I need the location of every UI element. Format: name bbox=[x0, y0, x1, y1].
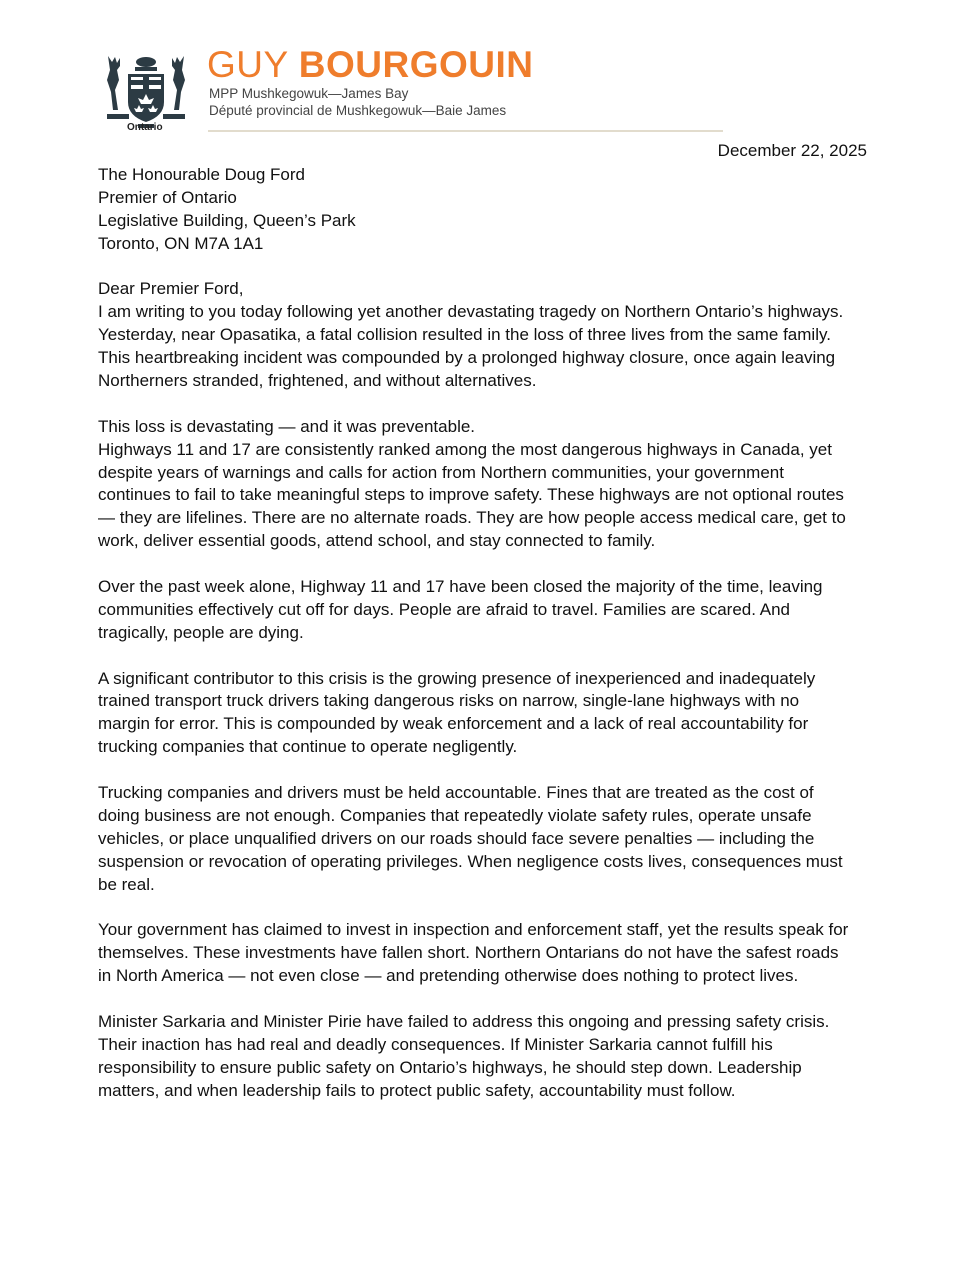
text-line: Their inaction has had real and deadly consequences. If Minister Sarkaria cannot fulfill his bbox=[98, 1034, 773, 1054]
recipient-address bbox=[98, 164, 848, 256]
letter-body bbox=[98, 164, 848, 1103]
text-line: trained transport truck drivers taking dangerous risks on narrow, single-lane highways with no bbox=[98, 691, 800, 711]
text-line: Your government has claimed to invest in inspection and enforcement staff, yet the results speak for bbox=[98, 920, 849, 940]
paragraph bbox=[98, 1011, 848, 1103]
text-line: Toronto, ON M7A 1A1 bbox=[98, 233, 264, 253]
text-line: in North America — not even close — and pretending otherwise does nothing to protect lives. bbox=[98, 966, 799, 986]
paragraph bbox=[98, 782, 848, 896]
text-line: A significant contributor to this crisis is the growing presence of inexperienced and inadequately bbox=[98, 668, 816, 688]
paragraph bbox=[98, 301, 848, 393]
text-line: — they are lifelines. There are no alternate roads. They are how people access medical care, get to bbox=[98, 508, 846, 528]
text-line: Highways 11 and 17 are consistently ranked among the most dangerous highways in Canada, yet bbox=[98, 439, 832, 459]
last-name: BOURGOUIN bbox=[298, 44, 534, 85]
text-line: This heartbreaking incident was compounded by a prolonged highway closure, once again leaving bbox=[98, 348, 836, 368]
letter-date: December 22, 2025 bbox=[717, 141, 867, 160]
text-line: Over the past week alone, Highway 11 and 17 have been closed the majority of the time, leaving bbox=[98, 577, 823, 597]
paragraph bbox=[98, 668, 848, 760]
text-line: Dear Premier Ford, bbox=[98, 279, 244, 299]
text-line: I am writing to you today following yet another devastating tragedy on Northern Ontario’s highways. bbox=[98, 302, 844, 322]
text-line: Northerners stranded, frightened, and without alternatives. bbox=[98, 371, 537, 391]
paragraph bbox=[98, 278, 848, 301]
text-line: tragically, people are dying. bbox=[98, 622, 304, 642]
paragraph bbox=[98, 576, 848, 645]
text-line: matters, and when leadership fails to protect public safety, accountability must follow. bbox=[98, 1080, 736, 1100]
text-line: work, deliver essential goods, attend school, and stay connected to family. bbox=[98, 531, 656, 551]
text-line: margin for error. This is compounded by weak enforcement and a lack of real accountability for bbox=[98, 714, 809, 734]
text-line: This loss is devastating — and it was preventable. bbox=[98, 416, 476, 436]
text-line: Minister Sarkaria and Minister Pirie have failed to address this ongoing and pressing safety crisis. bbox=[98, 1011, 830, 1031]
text-line: Yesterday, near Opasatika, a fatal collision resulted in the loss of three lives from the same family. bbox=[98, 325, 831, 345]
text-line: Legislative Building, Queen’s Park bbox=[98, 210, 356, 230]
title-english: MPP Mushkegowuk—James Bay bbox=[209, 86, 409, 101]
text-line: be real. bbox=[98, 874, 155, 894]
text-line: communities effectively cut off for days. People are afraid to travel. Families are scared. And bbox=[98, 599, 790, 619]
text-line: doing business are not enough. Companies that repeatedly violate safety rules, operate unsafe bbox=[98, 805, 812, 825]
header-divider bbox=[208, 130, 723, 132]
text-line: vehicles, or place unqualified drivers on our roads should face severe penalties — including the bbox=[98, 828, 815, 848]
text-line: The Honourable Doug Ford bbox=[98, 165, 305, 184]
text-line: Trucking companies and drivers must be held accountable. Fines that are treated as the cost of bbox=[98, 783, 814, 803]
paragraph bbox=[98, 919, 848, 988]
text-line: themselves. These investments have fallen short. Northern Ontarians do not have the safest roads bbox=[98, 943, 839, 963]
text-line: despite years of warnings and calls for action from Northern communities, your government bbox=[98, 462, 784, 482]
first-name: GUY bbox=[207, 44, 289, 85]
text-line: suspension or revocation of operating privileges. When negligence costs lives, consequences must bbox=[98, 851, 843, 871]
text-line: continues to fail to take meaningful steps to improve safety. These highways are not optional routes bbox=[98, 485, 844, 505]
mpp-name bbox=[207, 44, 534, 86]
crest-label: Ontario bbox=[127, 122, 163, 133]
paragraph bbox=[98, 439, 848, 553]
text-line: Premier of Ontario bbox=[98, 187, 237, 207]
paragraph bbox=[98, 416, 848, 439]
text-line: trucking companies that continue to operate negligently. bbox=[98, 737, 518, 757]
title-french: Député provincial de Mushkegowuk—Baie James bbox=[209, 103, 507, 118]
text-line: responsibility to ensure public safety on Ontario’s highways, he should step down. Leadership bbox=[98, 1057, 802, 1077]
